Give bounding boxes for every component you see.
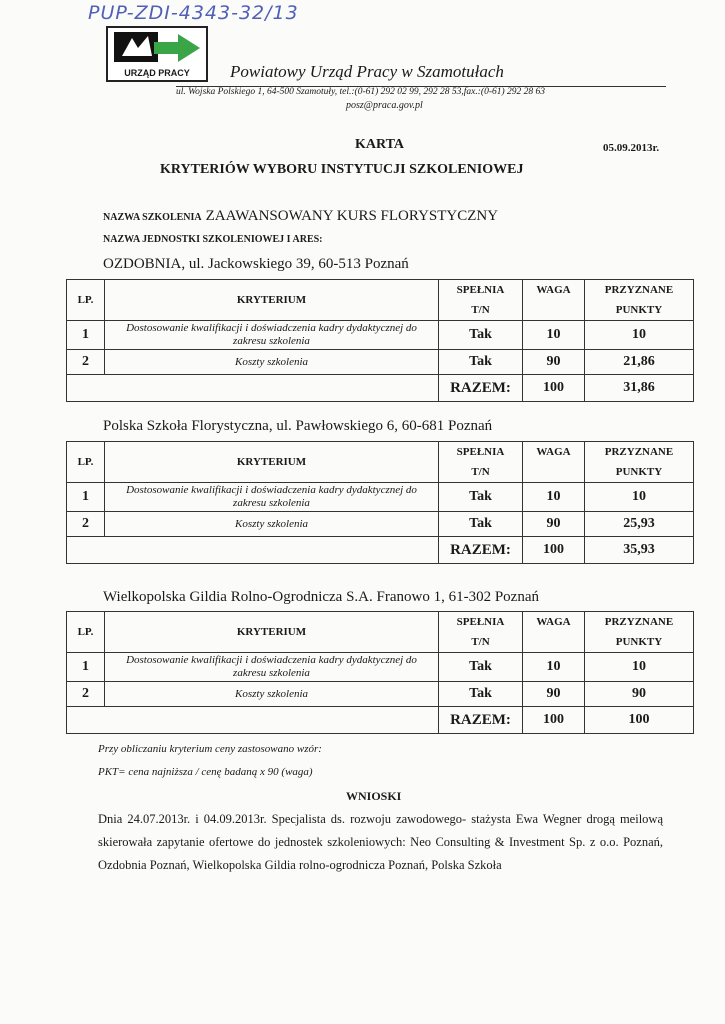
office-title: Powiatowy Urząd Pracy w Szamotułach [230,62,504,81]
header-fulfils: SPEŁNIA T/N [439,612,523,653]
training-name: ZAAWANSOWANY KURS FLORYSTYCZNY [205,208,499,224]
total-row [67,537,694,564]
header-fulfils: SPEŁNIA T/N [439,442,523,483]
unit-label: NAZWA JEDNOSTKI SZKOLENIOWEJ I ARES: [103,234,323,245]
training-row [103,207,498,225]
cell-lp: 2 [67,512,105,537]
cell-points: 90 [585,682,694,707]
office-email: posz@praca.gov.pl [346,100,423,111]
total-label: RAZEM: [439,537,523,564]
cell-weight: 90 [523,350,585,375]
cell-criterion: Dostosowanie kwalifikacji i doświadczenia kadry dydaktycznej do zakresu szkolenia [105,321,439,350]
case-number-handwritten: PUP-ZDI-4343-32/13 [88,2,299,24]
urzad-pracy-logo [106,26,208,82]
office-address: ul. Wojska Polskiego 1, 64-500 Szamotuły, tel.:(0-61) 292 02 99, 292 28 53,fax.:(0-61) 292 28 63 [176,87,546,97]
header-criterion: KRYTERIUM [105,612,439,653]
header-weight: WAGA [523,612,585,653]
cell-points: 21,86 [585,350,694,375]
cell-fulfils: Tak [439,483,523,512]
header-lp: LP. [67,442,105,483]
institution-name: Wielkopolska Gildia Rolno-Ogrodnicza S.A. Franowo 1, 61-302 Poznań [103,589,539,605]
total-points: 35,93 [585,537,694,564]
cell-fulfils: Tak [439,321,523,350]
header-points: PRZYZNANE PUNKTY [585,442,694,483]
total-label: RAZEM: [439,707,523,734]
header-points: PRZYZNANE PUNKTY [585,612,694,653]
institution-name: Polska Szkoła Florystyczna, ul. Pawłowskiego 6, 60-681 Poznań [103,418,493,434]
training-label: NAZWA SZKOLENIA [103,212,202,223]
criteria-table [66,441,694,564]
cell-lp: 2 [67,350,105,375]
cell-points: 25,93 [585,512,694,537]
table-header-row [67,612,694,653]
criteria-table [66,279,694,402]
table-row [67,512,694,537]
total-row [67,707,694,734]
table-row [67,350,694,375]
institution-name: OZDOBNIA, ul. Jackowskiego 39, 60-513 Poznań [103,256,409,272]
header-weight: WAGA [523,280,585,321]
document-subtitle: KRYTERIÓW WYBORU INSTYTUCJI SZKOLENIOWEJ [160,162,524,177]
header-fulfils: SPEŁNIA T/N [439,280,523,321]
logo-label: URZĄD PRACY [124,68,190,78]
table-row [67,653,694,682]
cell-weight: 10 [523,321,585,350]
document-date: 05.09.2013r. [603,142,660,154]
header-lp: LP. [67,612,105,653]
table-row [67,321,694,350]
cell-fulfils: Tak [439,682,523,707]
total-points: 31,86 [585,375,694,402]
total-weight: 100 [523,375,585,402]
cell-weight: 10 [523,483,585,512]
table-header-row [67,442,694,483]
criteria-table [66,611,694,734]
document-title: KARTA [355,137,405,152]
formula-note: Przy obliczaniu kryterium ceny zastosowano wzór: [98,743,322,755]
cell-criterion: Koszty szkolenia [105,512,439,537]
cell-criterion: Koszty szkolenia [105,350,439,375]
table-row [67,682,694,707]
header-criterion: KRYTERIUM [105,280,439,321]
header-lp: LP. [67,280,105,321]
header-criterion: KRYTERIUM [105,442,439,483]
formula: PKT= cena najniższa / cenę badaną x 90 (waga) [98,766,313,778]
total-weight: 100 [523,537,585,564]
total-weight: 100 [523,707,585,734]
conclusions-text: Dnia 24.07.2013r. i 04.09.2013r. Specjalista ds. rozwoju zawodowego- stażysta Ewa Wegner drogą meilową skierowała zapytanie ofertowe do jednostek szkoleniowych: Neo Consulting & Investment Sp. z o.o. Poznań, Ozdobnia Poznań, Wielkopolska Gildia rolno-ogrodnicza Poznań, Polska Szkoła [98,812,663,872]
cell-lp: 1 [67,321,105,350]
logo-arrows-icon [108,28,206,68]
cell-points: 10 [585,321,694,350]
cell-points: 10 [585,483,694,512]
cell-weight: 90 [523,682,585,707]
cell-criterion: Dostosowanie kwalifikacji i doświadczenia kadry dydaktycznej do zakresu szkolenia [105,483,439,512]
cell-lp: 1 [67,483,105,512]
cell-fulfils: Tak [439,653,523,682]
table-row [67,483,694,512]
cell-criterion: Koszty szkolenia [105,682,439,707]
cell-points: 10 [585,653,694,682]
cell-lp: 2 [67,682,105,707]
cell-weight: 10 [523,653,585,682]
conclusions-title: WNIOSKI [346,789,402,803]
cell-fulfils: Tak [439,350,523,375]
cell-weight: 90 [523,512,585,537]
cell-criterion: Dostosowanie kwalifikacji i doświadczenia kadry dydaktycznej do zakresu szkolenia [105,653,439,682]
total-label: RAZEM: [439,375,523,402]
header-points: PRZYZNANE PUNKTY [585,280,694,321]
cell-lp: 1 [67,653,105,682]
total-points: 100 [585,707,694,734]
table-header-row [67,280,694,321]
header-weight: WAGA [523,442,585,483]
cell-fulfils: Tak [439,512,523,537]
total-row [67,375,694,402]
